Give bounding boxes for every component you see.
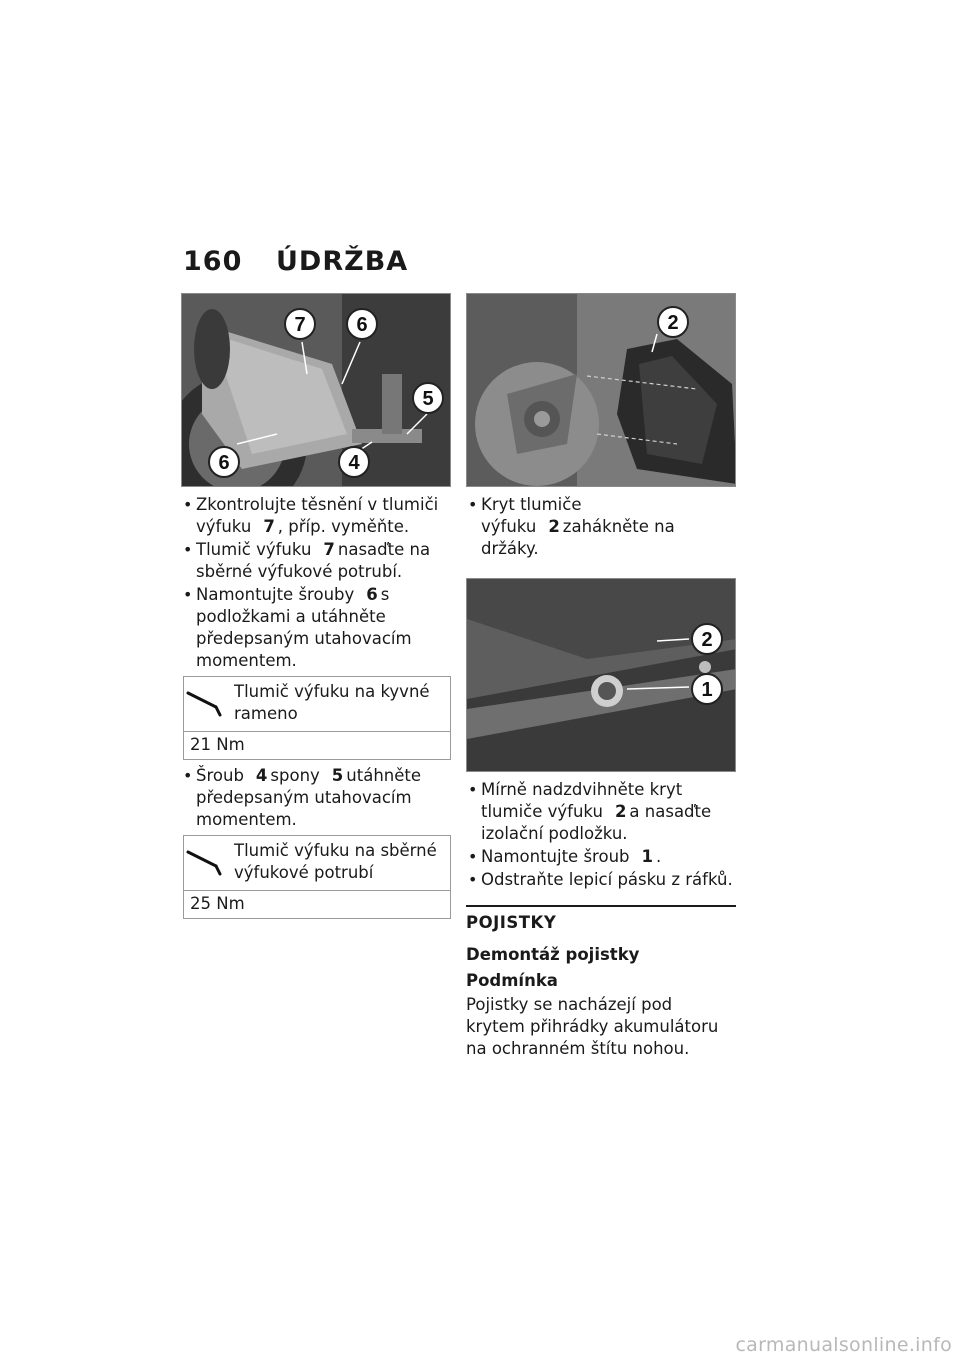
- callout-2: [692, 624, 722, 654]
- callout-1: [692, 674, 722, 704]
- svg-text:6: 6: [356, 314, 368, 336]
- page-header: [183, 246, 408, 286]
- step-list-right-a: [466, 494, 736, 560]
- left-column: [181, 293, 451, 924]
- exhaust-silencer-photo: [181, 293, 451, 487]
- callout-7: [285, 309, 315, 339]
- torque-wrench-icon: [186, 681, 234, 725]
- chapter-title: ÚDRŽBA: [276, 246, 409, 277]
- exhaust-silencer-illustration: [182, 294, 451, 487]
- page-number: 160: [183, 246, 243, 277]
- torque-spec-table-2: [183, 835, 451, 919]
- silencer-cover-photo: [466, 293, 736, 487]
- list-item: • Kryt tlumiče výfuku 2 zahákněte na držáky.: [466, 494, 736, 560]
- section-title: POJISTKY: [466, 913, 557, 932]
- list-item: • Namontujte šroub 1 .: [466, 846, 736, 868]
- watermark: carmanualsonline.info: [735, 1334, 952, 1356]
- torque-label: Tlumič výfuku na kyvné rameno: [234, 682, 430, 723]
- body-paragraph: Pojistky se nacházejí pod krytem přihrádky akumulátoru na ochranném štítu nohou.: [466, 995, 719, 1058]
- callout-6-top: [347, 309, 377, 339]
- svg-text:5: 5: [422, 388, 434, 410]
- subsection-title: Demontáž pojistky: [466, 945, 640, 964]
- step-list-left-a: [181, 494, 451, 672]
- callout-5: [413, 383, 443, 413]
- torque-wrench-icon: [186, 840, 234, 884]
- svg-text:1: 1: [701, 679, 713, 701]
- torque-label: Tlumič výfuku na sběrné výfukové potrubí: [234, 841, 437, 882]
- step-list-right-b: [466, 779, 736, 891]
- list-item: • Tlumič výfuku 7 nasaďte na sběrné výfukové potrubí.: [181, 539, 451, 583]
- step-list-left-b: [181, 765, 451, 831]
- list-item: • Šroub 4 spony 5 utáhněte předepsaným utahovacím momentem.: [181, 765, 451, 831]
- svg-text:2: 2: [701, 629, 713, 651]
- callout-6-bottom: [209, 447, 239, 477]
- torque-value: 21 Nm: [190, 735, 245, 754]
- section-divider: [466, 905, 736, 907]
- list-item: • Namontujte šrouby 6 s podložkami a utáhněte předepsaným utahovacím momentem.: [181, 584, 451, 672]
- insulating-washer-photo: [466, 578, 736, 772]
- list-item: • Mírně nadzdvihněte kryt tlumiče výfuku 2 a nasaďte izolační podložku.: [466, 779, 736, 845]
- silencer-cover-illustration: [467, 294, 736, 487]
- insulating-washer-illustration: [467, 579, 736, 772]
- callout-2: [658, 307, 688, 337]
- svg-text:2: 2: [667, 312, 679, 334]
- right-column: [466, 293, 736, 1060]
- svg-text:7: 7: [294, 314, 306, 336]
- callout-4: [339, 447, 369, 477]
- torque-value: 25 Nm: [190, 894, 245, 913]
- condition-title: Podmínka: [466, 971, 558, 990]
- list-item: • Zkontrolujte těsnění v tlumiči výfuku 7 , příp. vyměňte.: [181, 494, 451, 538]
- list-item: • Odstraňte lepicí pásku z ráfků.: [466, 869, 736, 891]
- svg-text:4: 4: [348, 452, 360, 474]
- torque-spec-table-1: [183, 676, 451, 760]
- svg-text:6: 6: [218, 452, 230, 474]
